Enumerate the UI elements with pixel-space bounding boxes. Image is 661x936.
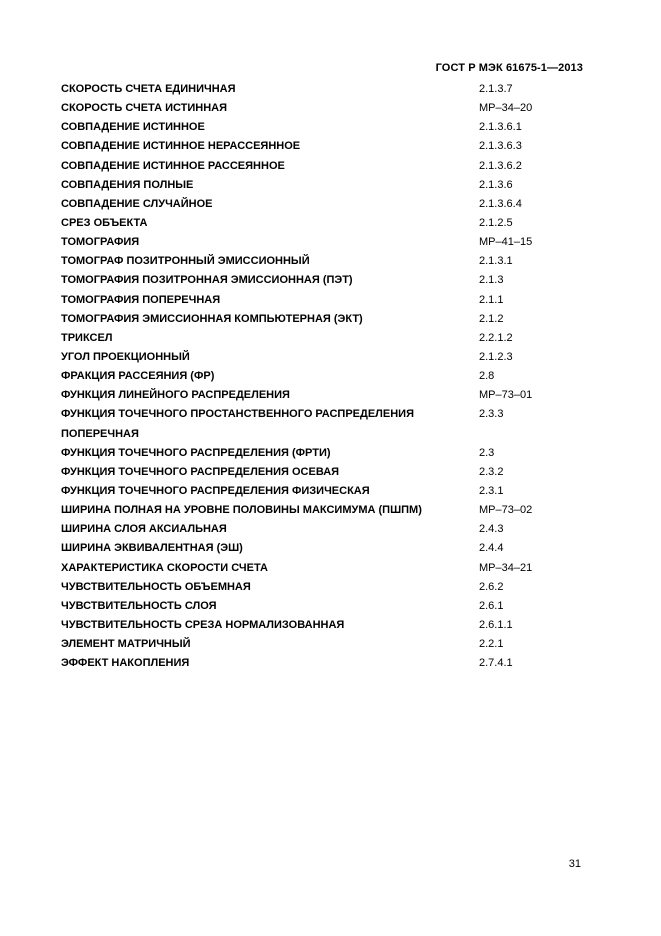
index-row xyxy=(61,597,591,616)
index-term: ТОМОГРАФИЯ ПОЗИТРОННАЯ ЭМИССИОННАЯ (ПЭТ) xyxy=(61,274,353,287)
index-reference: 2.4.3 xyxy=(479,523,504,536)
index-reference: 2.3.3 xyxy=(479,408,504,421)
index-row xyxy=(61,291,591,310)
index-reference: 2.1.3.6.3 xyxy=(479,140,522,153)
index-reference: 2.1.3.6 xyxy=(479,178,513,191)
index-term: ПОПЕРЕЧНАЯ xyxy=(61,427,139,440)
index-row xyxy=(61,654,591,673)
index-row xyxy=(61,578,591,597)
index-reference: 2.6.2 xyxy=(479,580,504,593)
index-term: ШИРИНА ЭКВИВАЛЕНТНАЯ (ЭШ) xyxy=(61,542,243,555)
index-term: СОВПАДЕНИЕ ИСТИННОЕ xyxy=(61,121,205,134)
index-row xyxy=(61,348,591,367)
index-term: ТРИКСЕЛ xyxy=(61,331,113,344)
index-reference: 2.1.3 xyxy=(479,274,504,287)
index-reference: 2.6.1.1 xyxy=(479,618,513,631)
index-term: ЭФФЕКТ НАКОПЛЕНИЯ xyxy=(61,657,190,670)
index-term: ЧУВСТВИТЕЛЬНОСТЬ ОБЪЕМНАЯ xyxy=(61,580,251,593)
index-reference: МР–34–21 xyxy=(479,561,533,574)
index-row xyxy=(61,118,591,137)
index-reference: 2.1.1 xyxy=(479,293,504,306)
index-row xyxy=(61,195,591,214)
index-term: СОВПАДЕНИЯ ПОЛНЫЕ xyxy=(61,178,194,191)
index-row xyxy=(61,635,591,654)
index-term: ФРАКЦИЯ РАССЕЯНИЯ (ФР) xyxy=(61,370,215,383)
index-row xyxy=(61,99,591,118)
standard-header: ГОСТ Р МЭК 61675-1—2013 xyxy=(435,62,583,74)
index-reference: 2.1.3.7 xyxy=(479,83,513,95)
index-term: ФУНКЦИЯ ТОЧЕЧНОГО РАСПРЕДЕЛЕНИЯ ОСЕВАЯ xyxy=(61,465,340,478)
index-row xyxy=(61,482,591,501)
index-row xyxy=(61,444,591,463)
index-reference: 2.1.2 xyxy=(479,312,504,325)
index-reference: 2.7.4.1 xyxy=(479,657,513,670)
index-row xyxy=(61,386,591,405)
index-reference: 2.6.1 xyxy=(479,599,504,612)
index-row xyxy=(61,329,591,348)
index-term: СОВПАДЕНИЕ ИСТИННОЕ РАССЕЯННОЕ xyxy=(61,159,285,172)
index-term: ШИРИНА СЛОЯ АКСИАЛЬНАЯ xyxy=(61,523,227,536)
index-reference: 2.1.2.5 xyxy=(479,216,513,229)
index-term: СОВПАДЕНИЕ СЛУЧАЙНОЕ xyxy=(61,197,213,210)
index-row xyxy=(61,367,591,386)
index-term: ТОМОГРАФИЯ xyxy=(61,236,140,249)
index-reference: 2.3.2 xyxy=(479,465,504,478)
index-term: ФУНКЦИЯ ТОЧЕЧНОГО ПРОСТАНСТВЕННОГО РАСПРЕДЕЛЕНИЯ xyxy=(61,408,414,421)
index-row xyxy=(61,176,591,195)
index-reference: 2.1.3.6.2 xyxy=(479,159,522,172)
index-term: ТОМОГРАФИЯ ПОПЕРЕЧНАЯ xyxy=(61,293,221,306)
index-term: ФУНКЦИЯ ЛИНЕЙНОГО РАСПРЕДЕЛЕНИЯ xyxy=(61,389,290,402)
index-row xyxy=(61,405,591,424)
index-row xyxy=(61,252,591,271)
index-reference: 2.2.1 xyxy=(479,638,504,651)
index-term: ТОМОГРАФ ПОЗИТРОННЫЙ ЭМИССИОННЫЙ xyxy=(61,255,310,268)
index-reference: МР–73–01 xyxy=(479,389,533,402)
index-term: СОВПАДЕНИЕ ИСТИННОЕ НЕРАССЕЯННОЕ xyxy=(61,140,301,153)
index-row xyxy=(61,539,591,558)
index-term: ФУНКЦИЯ ТОЧЕЧНОГО РАСПРЕДЕЛЕНИЯ (ФРТИ) xyxy=(61,446,331,459)
index-term: ШИРИНА ПОЛНАЯ НА УРОВНЕ ПОЛОВИНЫ МАКСИМУМА (ПШПМ) xyxy=(61,504,422,517)
index-term: ХАРАКТЕРИСТИКА СКОРОСТИ СЧЕТА xyxy=(61,561,268,574)
index-term: ТОМОГРАФИЯ ЭМИССИОННАЯ КОМПЬЮТЕРНАЯ (ЭКТ) xyxy=(61,312,363,325)
index-row xyxy=(61,463,591,482)
index-row xyxy=(61,616,591,635)
index-row xyxy=(61,214,591,233)
index-term: ЧУВСТВИТЕЛЬНОСТЬ СРЕЗА НОРМАЛИЗОВАННАЯ xyxy=(61,618,345,631)
index-row xyxy=(61,501,591,520)
index-row xyxy=(61,80,591,99)
index-reference: МР–73–02 xyxy=(479,504,533,517)
index-reference: 2.3 xyxy=(479,446,495,459)
index-reference: 2.3.1 xyxy=(479,484,504,497)
index-reference: 2.1.2.3 xyxy=(479,350,513,363)
index-row xyxy=(61,157,591,176)
index-row xyxy=(61,271,591,290)
index-reference: 2.2.1.2 xyxy=(479,331,513,344)
index-reference: 2.1.3.1 xyxy=(479,255,513,268)
index-row xyxy=(61,310,591,329)
index-term: СРЕЗ ОБЪЕКТА xyxy=(61,216,148,229)
index-row xyxy=(61,137,591,156)
index-term: ФУНКЦИЯ ТОЧЕЧНОГО РАСПРЕДЕЛЕНИЯ ФИЗИЧЕСКАЯ xyxy=(61,484,370,497)
index-reference: МР–41–15 xyxy=(479,236,533,249)
index-reference: 2.1.3.6.4 xyxy=(479,197,522,210)
index-reference: МР–34–20 xyxy=(479,102,533,115)
index-reference: 2.1.3.6.1 xyxy=(479,121,522,134)
index-reference: 2.8 xyxy=(479,370,495,383)
index-term: СКОРОСТЬ СЧЕТА ИСТИННАЯ xyxy=(61,102,228,115)
page-number: 31 xyxy=(568,858,581,870)
index-term: ЧУВСТВИТЕЛЬНОСТЬ СЛОЯ xyxy=(61,599,217,612)
index-term: УГОЛ ПРОЕКЦИОННЫЙ xyxy=(61,350,190,363)
index-term: ЭЛЕМЕНТ МАТРИЧНЫЙ xyxy=(61,638,191,651)
term-index xyxy=(61,80,591,673)
index-term: СКОРОСТЬ СЧЕТА ЕДИНИЧНАЯ xyxy=(61,83,236,95)
index-row xyxy=(61,233,591,252)
index-row xyxy=(61,559,591,578)
index-row xyxy=(61,520,591,539)
index-row xyxy=(61,425,591,444)
index-reference: 2.4.4 xyxy=(479,542,504,555)
